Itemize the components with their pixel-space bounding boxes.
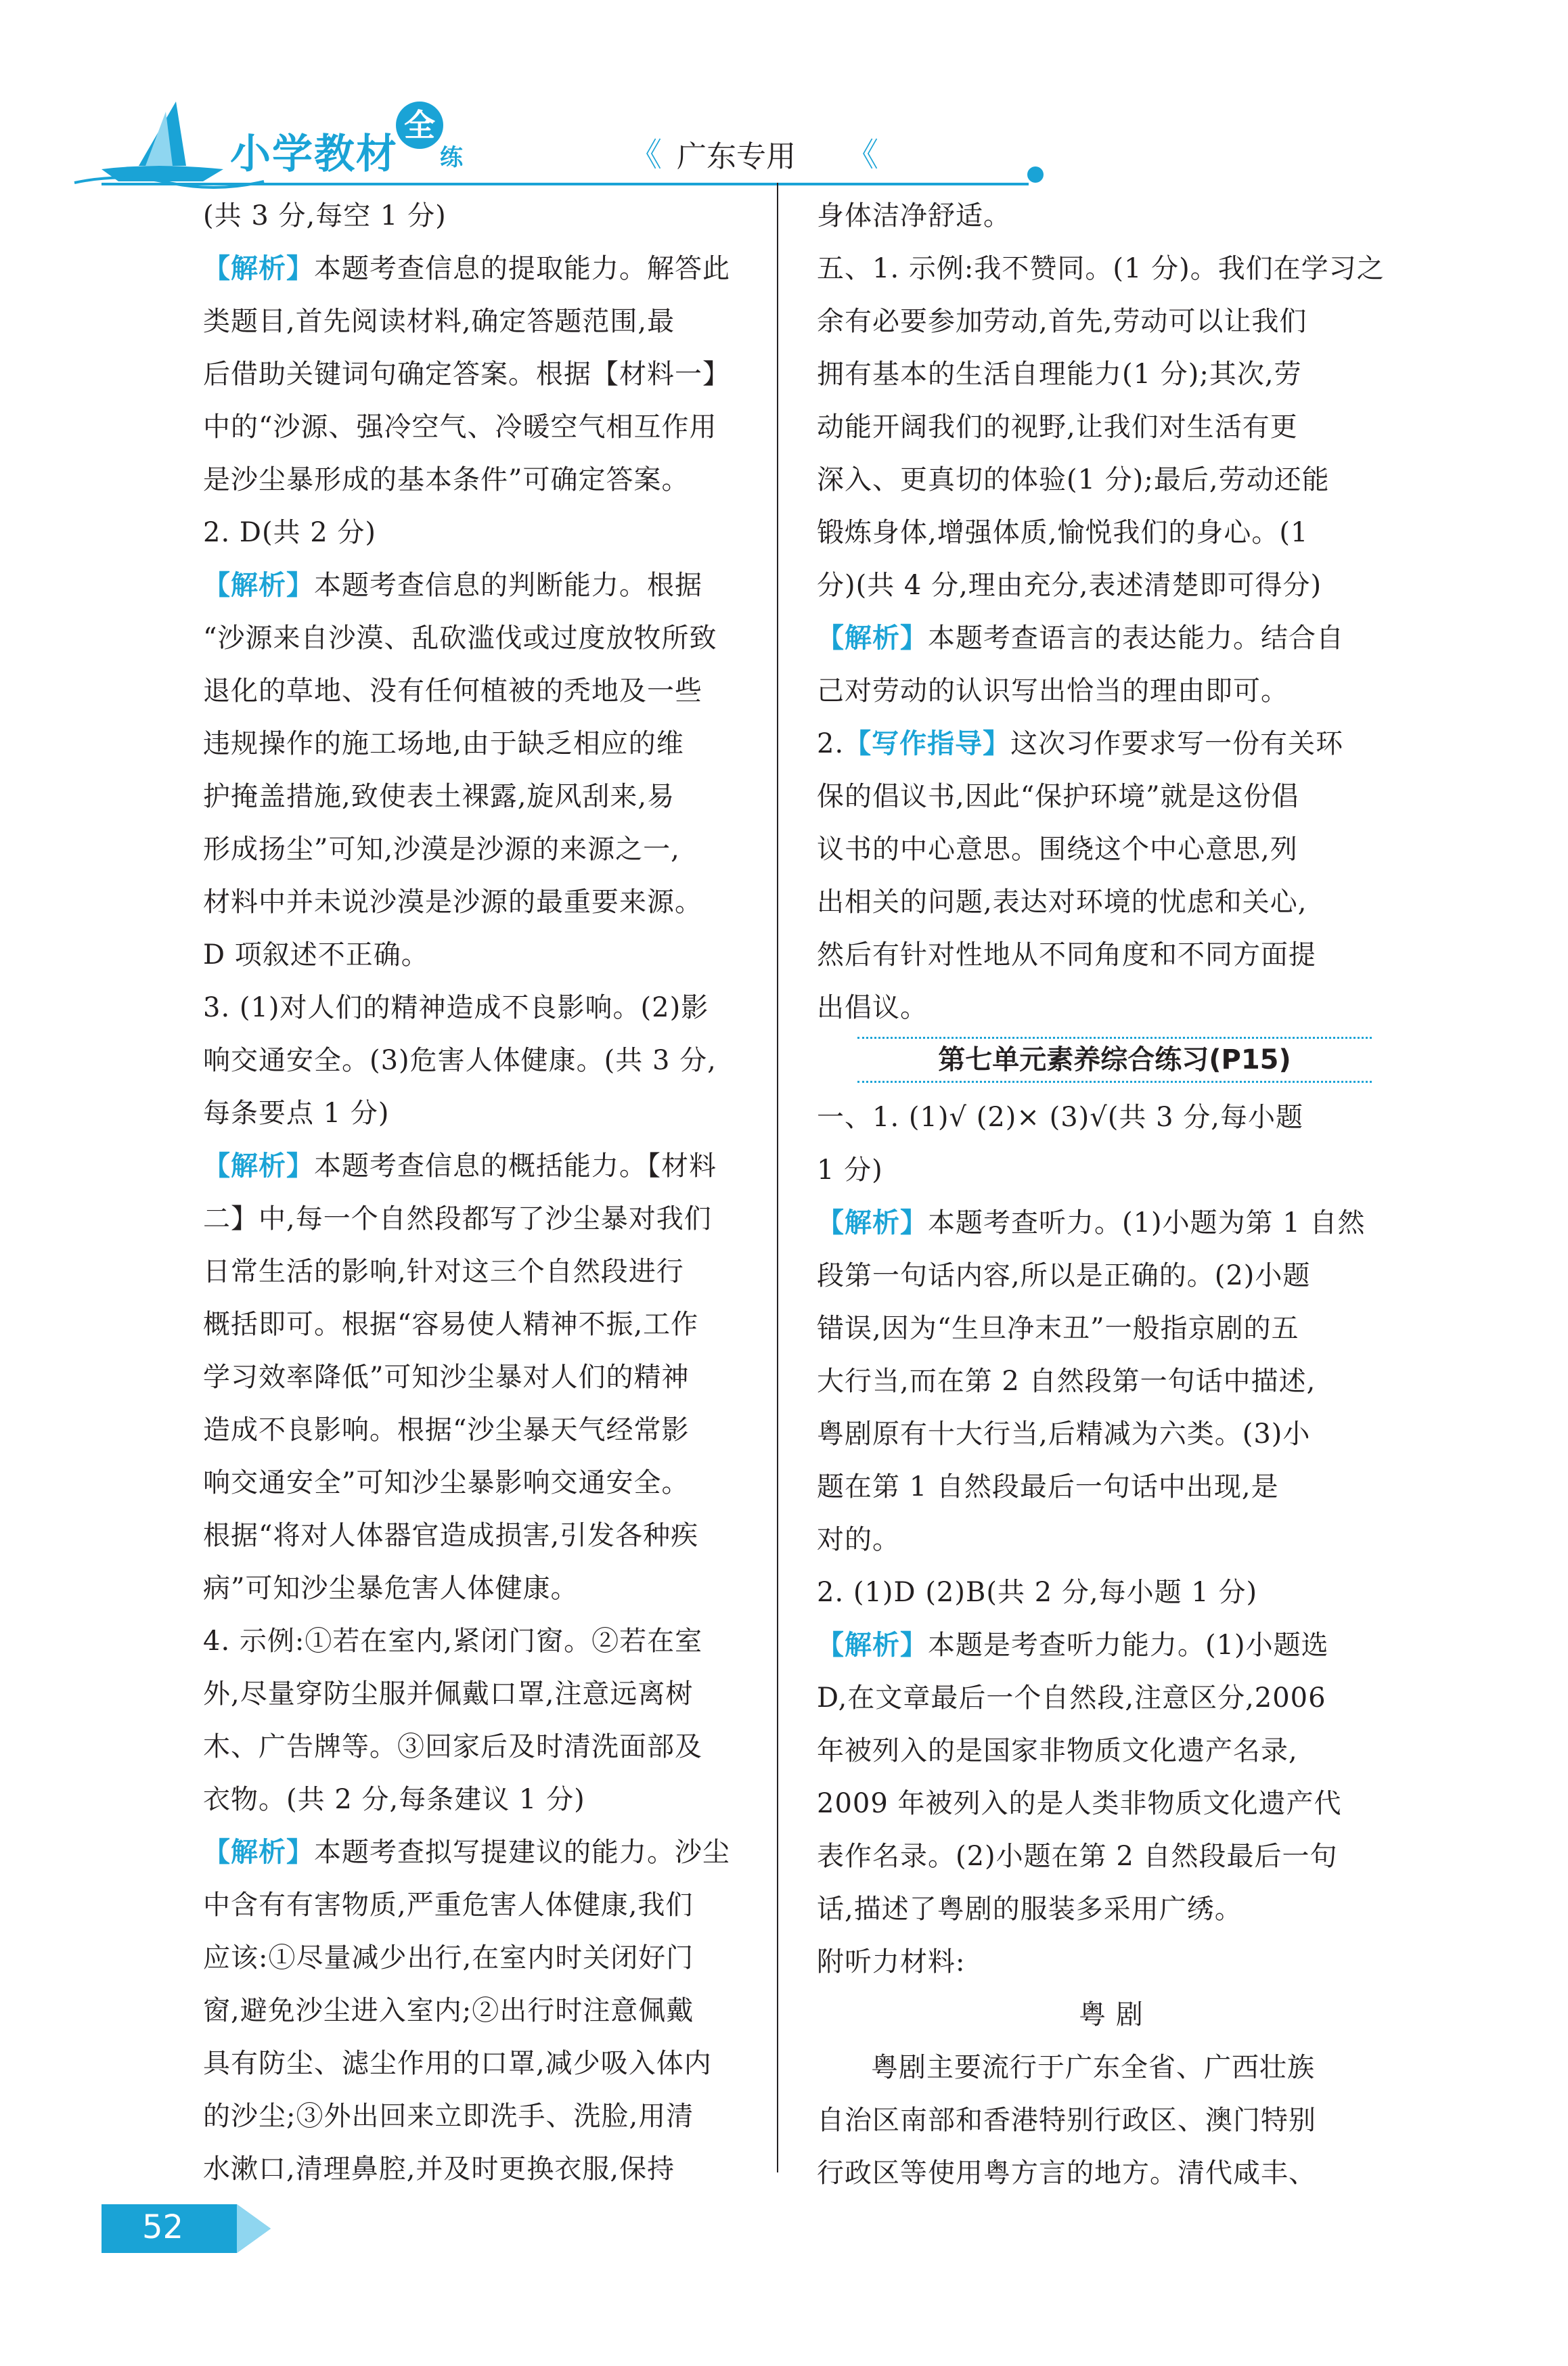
answer-tag: 【解析】 (817, 623, 928, 654)
text-line: 2009 年被列入的是人类非物质文化遗产代 (817, 1788, 1342, 1819)
section-title: 第七单元素养综合练习(P15) (857, 1037, 1372, 1083)
text-line: “沙源来自沙漠、乱砍滥伐或过度放牧所致 (203, 623, 717, 654)
text-line: 每条要点 1 分) (203, 1098, 390, 1129)
text-line: 【解析】本题考查语言的表达能力。结合自 (817, 623, 1344, 654)
text-line: 自治区南部和香港特别行政区、澳门特别 (817, 2105, 1316, 2136)
text-line: 中含有有害物质,严重危害人体健康,我们 (203, 1890, 694, 1921)
text-line: 然后有针对性地从不同角度和不同方面提 (817, 939, 1316, 970)
text-line: 概括即可。根据“容易使人精神不振,工作 (203, 1309, 699, 1340)
text-line: 外,尽量穿防尘服并佩戴口罩,注意远离树 (203, 1678, 694, 1710)
text-line: 【解析】本题考查信息的提取能力。解答此 (203, 253, 730, 284)
text-line: 深入、更真切的体验(1 分);最后,劳动还能 (817, 464, 1330, 495)
brand-title: 小学教材 (230, 131, 398, 178)
text-line: 锻炼身体,增强体质,愉悦我们的身心。(1 (817, 517, 1309, 548)
page-number: 52 (142, 2208, 184, 2246)
text-line: 2. (1)D (2)B(共 2 分,每小题 1 分) (817, 1577, 1258, 1608)
text-line: 表作名录。(2)小题在第 2 自然段最后一句 (817, 1841, 1338, 1872)
text-line: 形成扬尘”可知,沙漠是沙源的来源之一, (203, 834, 680, 865)
text-line: 出倡议。 (817, 992, 928, 1023)
left-column (203, 189, 750, 2195)
text-line: 具有防尘、滤尘作用的口罩,减少吸入体内 (203, 2048, 712, 2079)
text-line: 退化的草地、没有任何植被的秃地及一些 (203, 675, 702, 707)
right-column (817, 189, 1406, 2200)
text-line: 分)(共 4 分,理由充分,表述清楚即可得分) (817, 570, 1322, 601)
text-line: 【解析】本题考查信息的概括能力。【材料 (203, 1151, 717, 1182)
text-line: 一、1. (1)√ (2)× (3)√(共 3 分,每小题 (817, 1102, 1303, 1133)
passage-title: 粤 剧 (1079, 1999, 1144, 2030)
text-line: 护掩盖措施,致使表土裸露,旋风刮来,易 (203, 781, 675, 812)
answer-tag: 【解析】 (203, 570, 314, 601)
text-line: 日常生活的影响,针对这三个自然段进行 (203, 1256, 684, 1287)
text-line: (共 3 分,每空 1 分) (203, 200, 447, 231)
text-line: 响交通安全”可知沙尘暴影响交通安全。 (203, 1467, 690, 1498)
text-line: 响交通安全。(3)危害人体健康。(共 3 分, (203, 1045, 717, 1076)
text-line: 水漱口,清理鼻腔,并及时更换衣服,保持 (203, 2153, 675, 2185)
text-line: 造成不良影响。根据“沙尘暴天气经常影 (203, 1414, 690, 1446)
answer-tag: 【解析】 (203, 253, 314, 284)
text-line: 衣物。(共 2 分,每条建议 1 分) (203, 1784, 585, 1815)
page-number-badge (102, 2204, 277, 2253)
text-line: 中的“沙源、强冷空气、冷暖空气相互作用 (203, 411, 717, 443)
text-line: 段第一句话内容,所以是正确的。(2)小题 (817, 1260, 1311, 1291)
page-tab-icon (102, 2204, 277, 2253)
answer-tag: 【写作指导】 (844, 728, 1011, 759)
text-line: 2. D(共 2 分) (203, 517, 377, 548)
text-line: 病”可知沙尘暴危害人体健康。 (203, 1573, 579, 1604)
text-line: 应该:①尽量减少出行,在室内时关闭好门 (203, 1942, 694, 1973)
text-line: 4. 示例:①若在室内,紧闭门窗。②若在室 (203, 1626, 703, 1657)
text-line: 学习效率降低”可知沙尘暴对人们的精神 (203, 1362, 690, 1393)
text-line: 余有必要参加劳动,首先,劳动可以让我们 (817, 306, 1307, 337)
text-line: 己对劳动的认识写出恰当的理由即可。 (817, 675, 1289, 707)
page-header (0, 0, 1568, 203)
text-line: 【解析】本题考查拟写提建议的能力。沙尘 (203, 1837, 730, 1868)
text-line: 2.【写作指导】这次习作要求写一份有关环 (817, 728, 1344, 759)
text-line: 类题目,首先阅读材料,确定答题范围,最 (203, 306, 675, 337)
text-line: 粤剧主要流行于广东全省、广西壮族 (871, 2052, 1315, 2083)
answer-tag: 【解析】 (817, 1207, 928, 1238)
text-line: 附听力材料: (817, 1946, 966, 1978)
text-line: 【解析】本题是考查听力能力。(1)小题选 (817, 1630, 1329, 1661)
text-line: 二】中,每一个自然段都写了沙尘暴对我们 (203, 1203, 712, 1234)
text-line: 木、广告牌等。③回家后及时清洗面部及 (203, 1731, 702, 1762)
text-line: 1 分) (817, 1155, 883, 1186)
text-line: 议书的中心意思。围绕这个中心意思,列 (817, 834, 1298, 865)
text-line: D,在文章最后一个自然段,注意区分,2006 (817, 1682, 1326, 1714)
text-line: 【解析】本题考查听力。(1)小题为第 1 自然 (817, 1207, 1366, 1238)
answer-tag: 【解析】 (203, 1151, 314, 1182)
answer-tag: 【解析】 (817, 1630, 928, 1661)
brand-badge: 全 (396, 102, 443, 149)
text-line: 根据“将对人体器官造成损害,引发各种疾 (203, 1520, 699, 1551)
text-line: 粤剧原有十大行当,后精减为六类。(3)小 (817, 1419, 1311, 1450)
text-line: 题在第 1 自然段最后一句话中出现,是 (817, 1471, 1279, 1502)
text-line: 材料中并未说沙漠是沙源的最重要来源。 (203, 887, 702, 918)
text-line: D 项叙述不正确。 (203, 939, 429, 970)
text-line: 话,描述了粤剧的服装多采用广绣。 (817, 1894, 1242, 1925)
text-line: 窗,避免沙尘进入室内;②出行时注意佩戴 (203, 1995, 694, 2026)
text-line: 后借助关键词句确定答案。根据【材料一】 (203, 359, 730, 390)
chevron-left-icon: 《 (629, 136, 663, 174)
text-line: 对的。 (817, 1524, 900, 1555)
answer-tag: 【解析】 (203, 1837, 314, 1868)
text-line: 身体洁净舒适。 (817, 200, 1011, 231)
chevron-right-icon: 《 (846, 136, 879, 174)
text-line: 【解析】本题考查信息的判断能力。根据 (203, 570, 702, 601)
brand-badge-sub: 练 (440, 144, 463, 171)
text-line: 五、1. 示例:我不赞同。(1 分)。我们在学习之 (817, 253, 1385, 284)
text-line: 行政区等使用粤方言的地方。清代咸丰、 (817, 2158, 1316, 2189)
text-line: 出相关的问题,表达对环境的忧虑和关心, (817, 887, 1307, 918)
text-line: 3. (1)对人们的精神造成不良影响。(2)影 (203, 992, 709, 1023)
column-divider (777, 183, 778, 2172)
text-line: 年被列入的是国家非物质文化遗产名录, (817, 1735, 1298, 1766)
text-line: 是沙尘暴形成的基本条件”可确定答案。 (203, 464, 690, 495)
text-line: 错误,因为“生旦净末丑”一般指京剧的五 (817, 1313, 1299, 1344)
text-line: 的沙尘;③外出回来立即洗手、洗脸,用清 (203, 2101, 694, 2132)
text-line: 动能开阔我们的视野,让我们对生活有更 (817, 411, 1298, 443)
text-line: 违规操作的施工场地,由于缺乏相应的维 (203, 728, 684, 759)
edition-label: 广东专用 (677, 139, 796, 174)
text-line: 保的倡议书,因此“保护环境”就是这份倡 (817, 781, 1299, 812)
text-line: 大行当,而在第 2 自然段第一句话中描述, (817, 1366, 1316, 1397)
text-line: 拥有基本的生活自理能力(1 分);其次,劳 (817, 359, 1302, 390)
